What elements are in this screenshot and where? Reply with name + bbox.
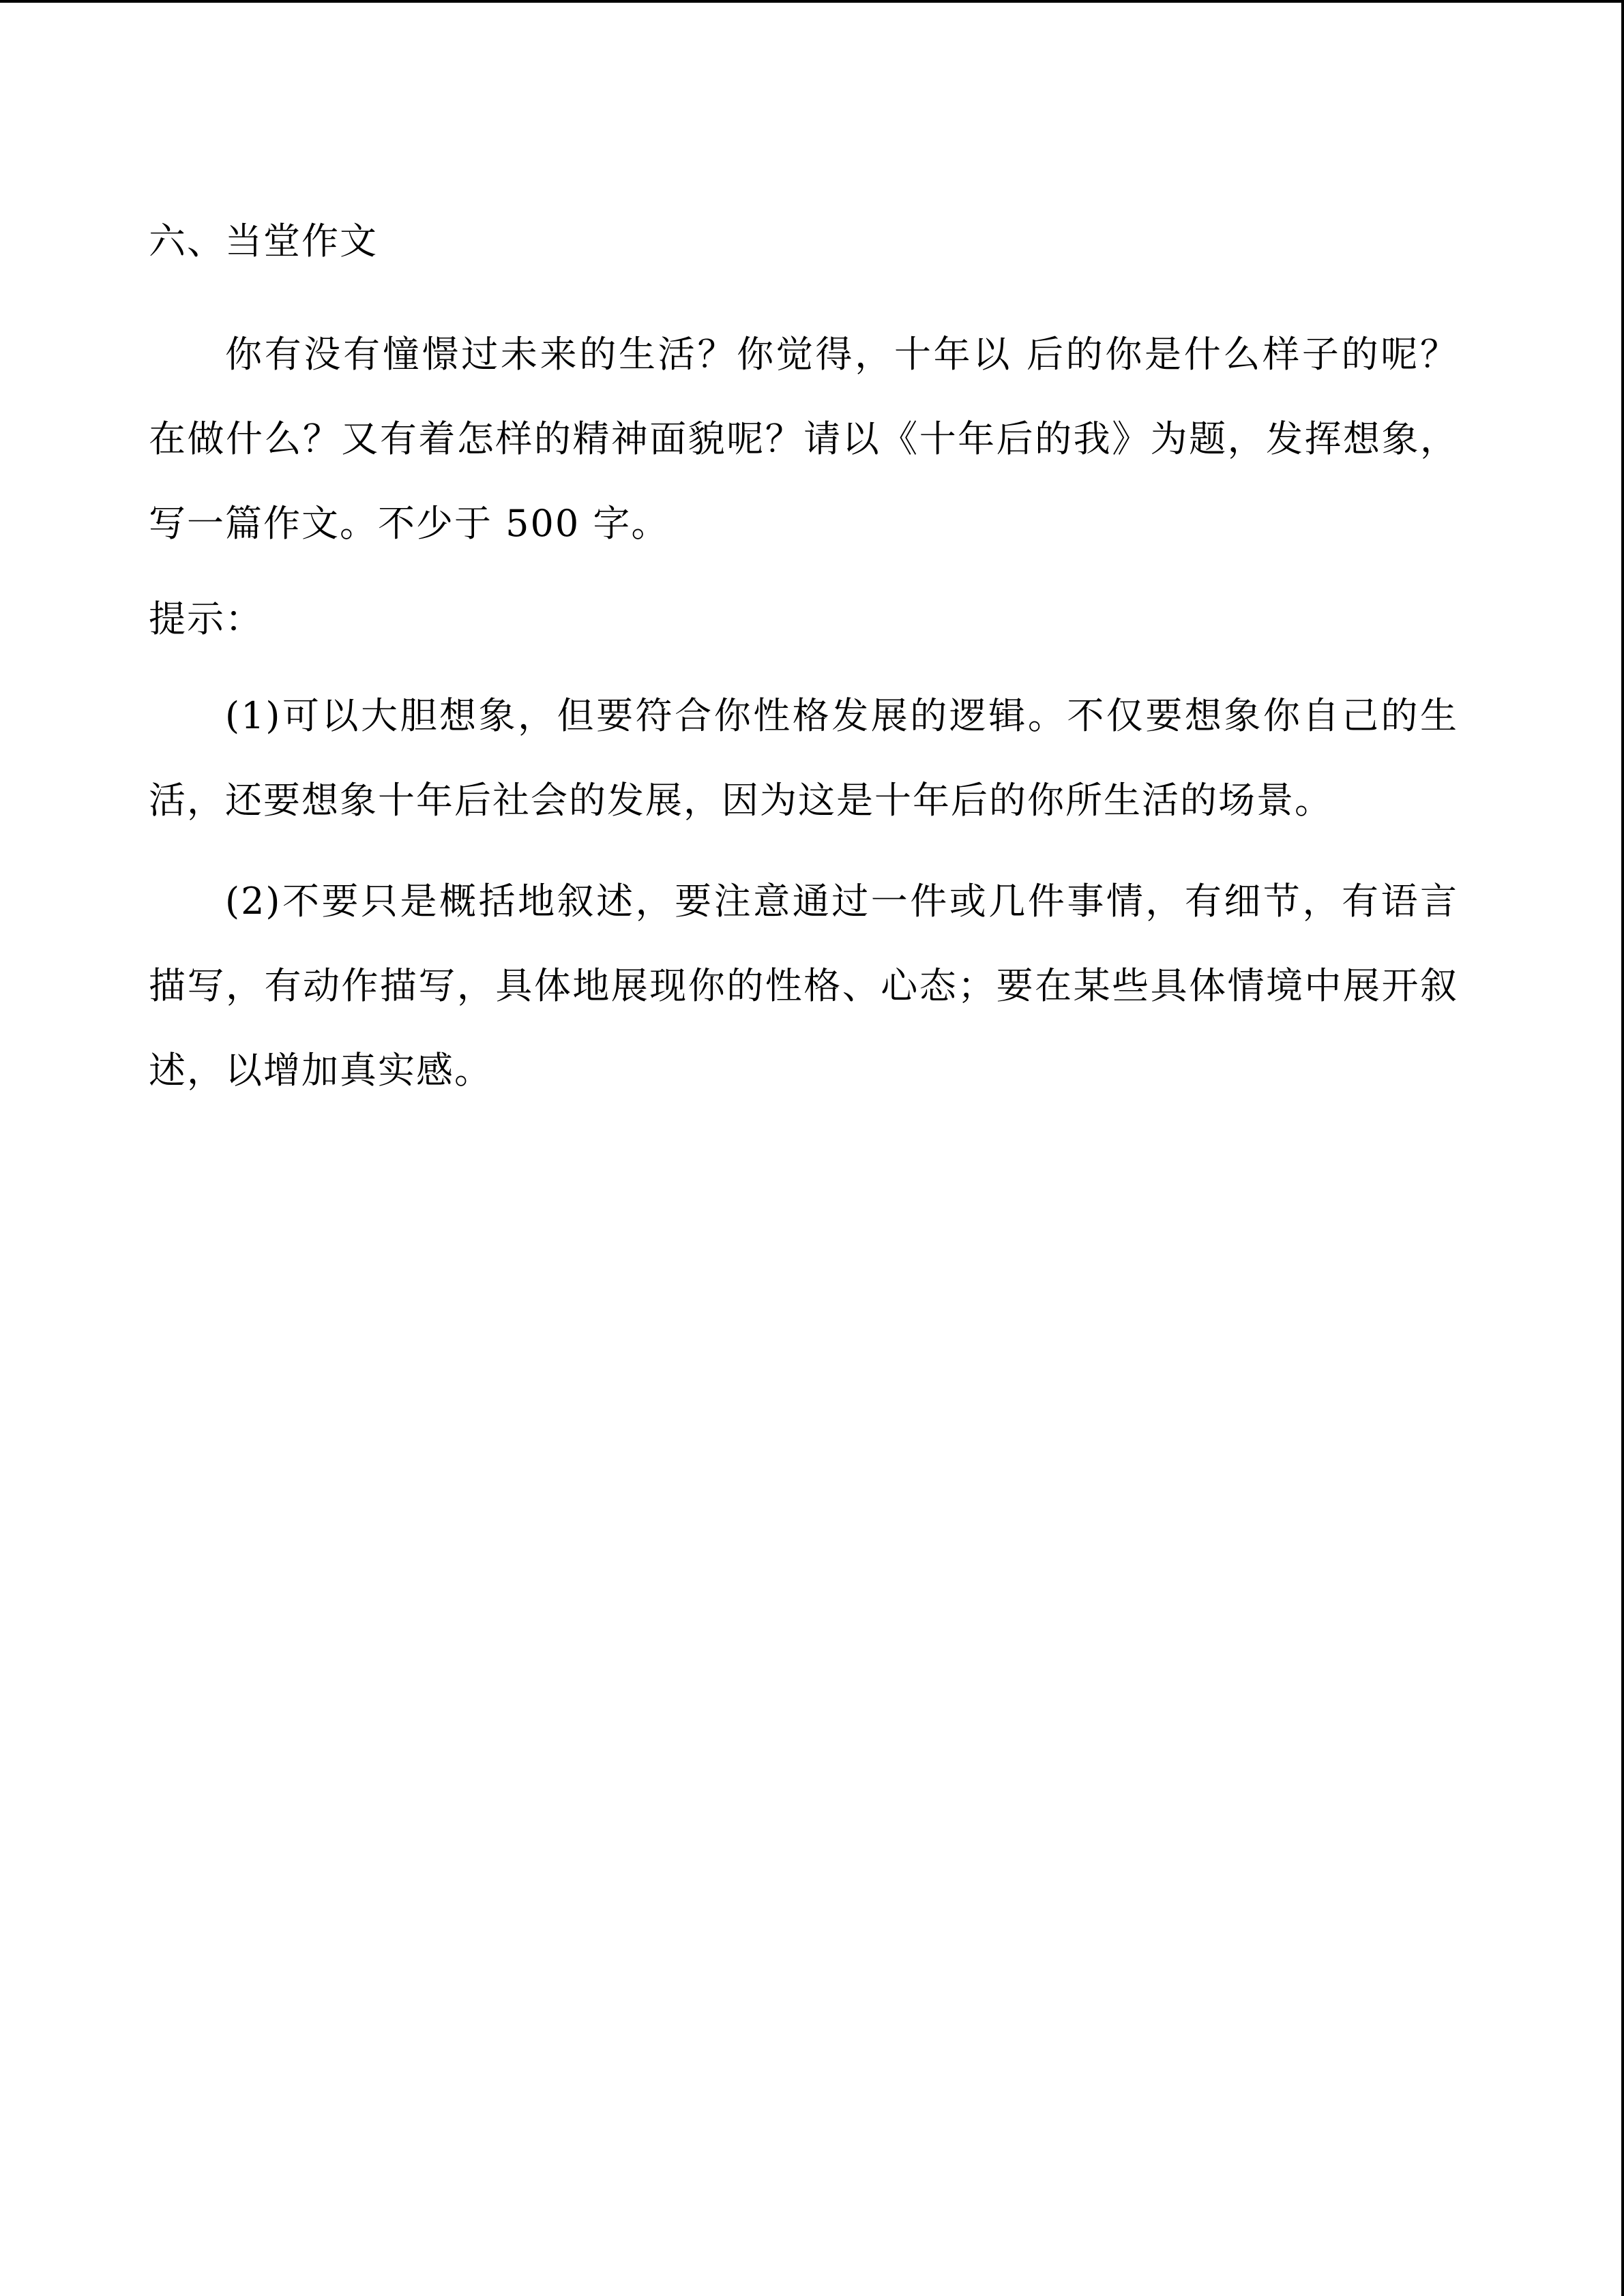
document-body: [149, 207, 1458, 1113]
hint-label: 提示：: [149, 597, 263, 640]
essay-prompt: 你有没有憧憬过未来的生活？你觉得，十年以 后的你是什么样子的呢？在做什么？又有着怎样的精神面貌呢？请以《十年后的我》为题，发挥想象，写一篇作文。不少于 500 字。: [149, 333, 1458, 545]
hint-item-2: (2)不要只是概括地叙述，要注意通过一件或几件事情，有细节，有语言描写，有动作描写，具体地展现你的性格、心态；要在某些具体情境中展开叙述，以增加真实感。: [149, 880, 1458, 1092]
hint-item-1: (1)可以大胆想象，但要符合你性格发展的逻辑。不仅要想象你自己的生活，还要想象十年后社会的发展，因为这是十年后的你所生活的场景。: [149, 694, 1458, 822]
section-title: 六、当堂作文: [149, 220, 378, 263]
